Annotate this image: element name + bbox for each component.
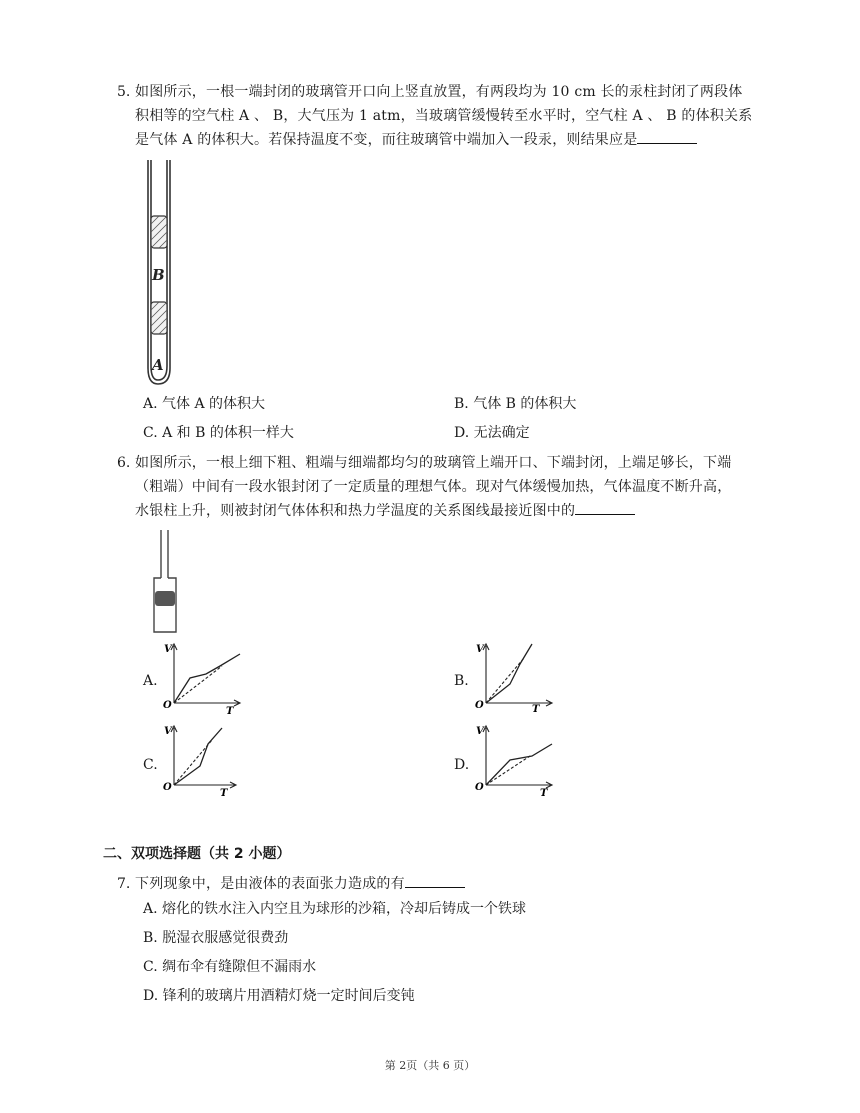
- q6-stem: [135, 451, 835, 523]
- q6-answer-blank: [575, 500, 635, 515]
- q5-option-a[interactable]: A. 气体 A 的体积大: [143, 396, 266, 412]
- graph-a-dashed-line: [174, 666, 222, 703]
- q5-number: 5.: [117, 84, 131, 100]
- q7-option-a[interactable]: A. 熔化的铁水注入内空且为球形的沙箱，冷却后铸成一个铁球: [143, 901, 527, 917]
- graph-a-origin: O: [163, 700, 172, 711]
- graph-d-y-axis: V: [476, 726, 484, 737]
- q6-graph-d[interactable]: [472, 722, 562, 797]
- q6-stem-line3: [135, 499, 835, 523]
- graph-d-x-axis: T: [540, 788, 548, 797]
- section-2-title: 二、双项选择题（共 2 小题）: [103, 846, 291, 862]
- graph-b-dashed-line: [486, 658, 524, 703]
- graph-c-x-axis: T: [220, 788, 228, 797]
- graph-d-dashed-line: [486, 756, 530, 785]
- q6-number: 6.: [117, 455, 131, 471]
- q5-stem-line1: 如图所示，一根一端封闭的玻璃管开口向上竖直放置，有两段均为 10 cm 长的汞柱封闭了两段体: [135, 84, 743, 100]
- q5-stem-line3: [135, 128, 835, 152]
- air-column-b-label: B: [152, 266, 165, 284]
- q5-option-c[interactable]: C. A 和 B 的体积一样大: [143, 425, 294, 441]
- q5-answer-blank: [637, 129, 697, 144]
- q6-graph-c-label[interactable]: C.: [143, 757, 158, 773]
- q5-option-b[interactable]: B. 气体 B 的体积大: [454, 396, 577, 412]
- graph-a-x-axis: T: [226, 706, 234, 715]
- q7-option-c[interactable]: C. 绸布伞有缝隙但不漏雨水: [143, 959, 317, 975]
- q6-graph-a[interactable]: [160, 640, 250, 715]
- graph-c-y-axis: V: [164, 726, 172, 737]
- q5-stem: [135, 80, 835, 152]
- mercury-plug: [155, 591, 175, 606]
- q6-stem-line1: 如图所示，一根上细下粗、粗端与细端都均匀的玻璃管上端开口、下端封闭，上端足够长，下端: [135, 455, 732, 471]
- graph-d-origin: O: [475, 782, 484, 793]
- q6-graph-b[interactable]: [472, 640, 562, 715]
- mercury-column-lower: [151, 302, 167, 334]
- graph-b-y-axis: V: [476, 644, 484, 655]
- q6-stem-line3-text: 水银柱上升，则被封闭气体体积和热力学温度的关系图线最接近图中的: [135, 503, 576, 519]
- q7-answer-blank: [405, 873, 465, 888]
- q6-graph-b-label[interactable]: B.: [454, 673, 469, 689]
- q5-option-d[interactable]: D. 无法确定: [454, 425, 530, 441]
- mercury-column-upper: [151, 216, 167, 248]
- q7-option-d[interactable]: D. 锋利的玻璃片用酒精灯烧一定时间后变钝: [143, 988, 415, 1004]
- air-column-a-label: A: [152, 356, 164, 374]
- q5-stem-line2: 积相等的空气柱 A 、 B，大气压为 1 atm，当玻璃管缓慢转至水平时，空气柱 A 、 B 的体积关系: [135, 108, 753, 124]
- graph-c-dashed-line: [174, 740, 212, 785]
- q6-stepped-tube-figure: [150, 528, 190, 636]
- graph-c-origin: O: [163, 782, 172, 793]
- graph-a-y-axis: V: [164, 644, 172, 655]
- q7-stem-text: 下列现象中，是由液体的表面张力造成的有: [135, 876, 405, 892]
- q5-stem-line3-text: 是气体 A 的体积大。若保持温度不变，而往玻璃管中端加入一段汞，则结果应是: [135, 132, 638, 148]
- q6-graph-c[interactable]: [160, 722, 250, 797]
- q6-stem-line2: （粗端）中间有一段水银封闭了一定质量的理想气体。现对气体缓慢加热，气体温度不断升高，: [135, 479, 732, 495]
- graph-b-x-axis: T: [532, 704, 540, 715]
- q7-number: 7.: [117, 876, 131, 892]
- graph-b-origin: O: [475, 700, 484, 711]
- q6-graph-a-label[interactable]: A.: [143, 673, 158, 689]
- q6-graph-d-label[interactable]: D.: [454, 757, 470, 773]
- q7-stem: [135, 872, 465, 896]
- q7-option-b[interactable]: B. 脱湿衣服感觉很费劲: [143, 930, 289, 946]
- q5-tube-figure: [130, 158, 190, 388]
- page-footer: 第 2页（共 6 页）: [384, 1059, 476, 1072]
